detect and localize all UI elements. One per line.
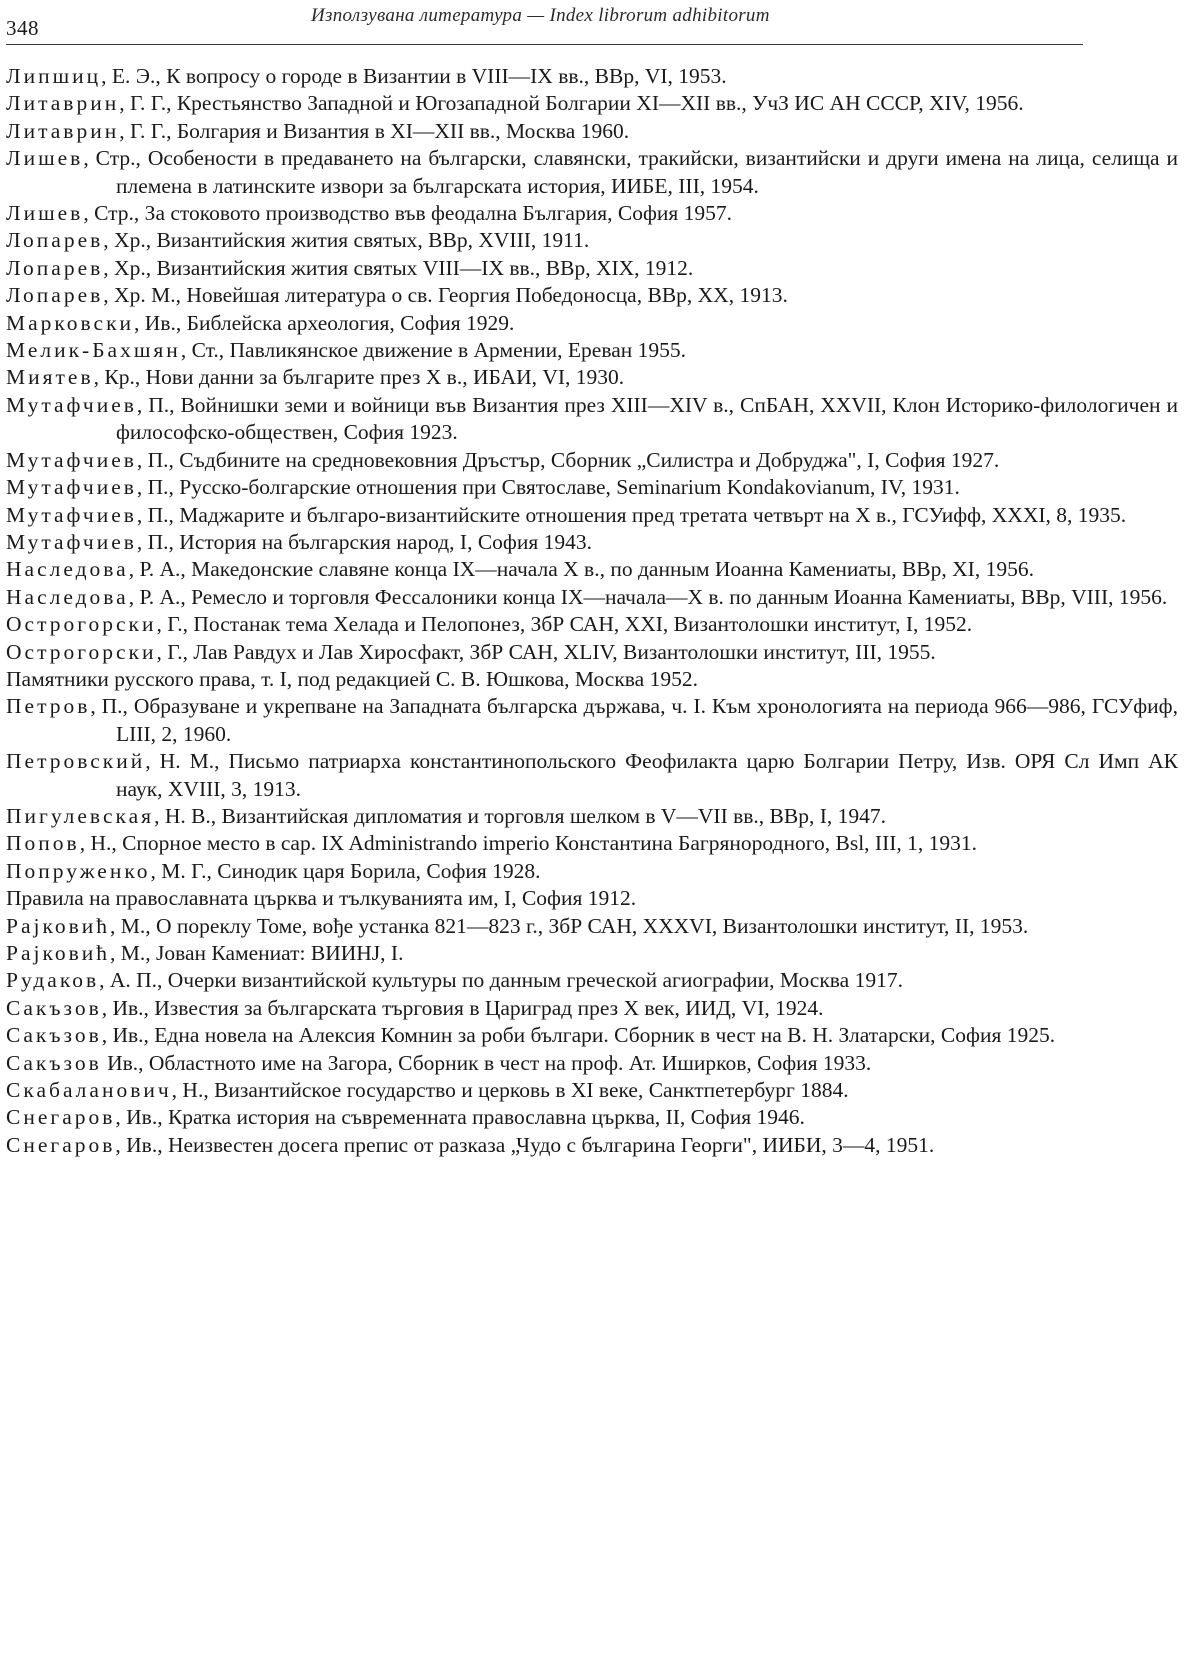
entry-author: Снегаров <box>6 1132 116 1157</box>
entry-author: Лишев <box>6 146 84 171</box>
bibliography-entry <box>6 830 1178 857</box>
entry-text: , Н. В., Византийская дипломатия и торговля шелком в V—VII вв., ВВр, I, 1947. <box>154 803 887 828</box>
bibliography-entry <box>6 255 1178 282</box>
bibliography-entry <box>6 200 1178 227</box>
bibliography-entry <box>6 1022 1178 1049</box>
entry-author: Попруженко <box>6 858 151 883</box>
bibliography-entry <box>6 282 1178 309</box>
entry-text: , П., История на българския народ, I, София 1943. <box>136 529 592 554</box>
entry-text: , Стр., За стоковото производство във феодална България, София 1957. <box>83 201 733 226</box>
entry-text: , М. Г., Синодик царя Борила, София 1928. <box>150 858 541 883</box>
entry-author: Лопарев <box>6 283 104 308</box>
entry-author: Снегаров <box>6 1105 116 1130</box>
bibliography-entry <box>6 145 1178 200</box>
bibliography-entry <box>6 611 1178 638</box>
entry-text: , П., Маджарите и българо-византийските отношения пред третата четвърт на X в., ГСУифф, XXXI, 8, 1935. <box>136 502 1127 527</box>
bibliography-entry <box>6 885 1178 912</box>
entry-author: Наследова <box>6 557 129 582</box>
bibliography-list <box>6 63 1178 1159</box>
entry-text: , Н., Византийское государство и церковь в XI веке, Санктпетербург 1884. <box>171 1078 849 1103</box>
bibliography-entry <box>6 1077 1178 1104</box>
entry-author: Сакъзов <box>6 1023 102 1048</box>
entry-text: , Хр., Византийския жития святых, ВВр, XVIII, 1911. <box>103 228 590 253</box>
entry-text: , П., Войнишки земи и войници във Византия през XIII—XIV в., СпБАН, XXVII, Клон Историко-филологичен и философско-обществен, София 1923. <box>116 392 1178 445</box>
entry-author: Литаврин <box>6 91 120 116</box>
running-title: Използувана литература — Index librorum adhibitorum <box>311 5 770 26</box>
entry-author: Мелик-Бахшян <box>6 338 181 363</box>
entry-author: Лопарев <box>6 255 104 280</box>
entry-author: Острогорски <box>6 612 157 637</box>
bibliography-entry <box>6 803 1178 830</box>
entry-text: Памятники русского права, т. I, под редакцией С. В. Юшкова, Москва 1952. <box>6 666 698 691</box>
entry-text: Ив., Областното име на Загора, Сборник в чест на проф. Ат. Иширков, София 1933. <box>101 1050 872 1075</box>
bibliography-entry <box>6 90 1178 117</box>
bibliography-entry <box>6 118 1178 145</box>
page-number: 348 <box>6 16 39 40</box>
bibliography-entry <box>6 447 1178 474</box>
bibliography-entry <box>6 995 1178 1022</box>
entry-text: , Ив., Кратка история на съвременната православна църква, II, София 1946. <box>115 1105 805 1130</box>
entry-author: Рајковић <box>6 941 110 965</box>
bibliography-entry <box>6 913 1178 940</box>
entry-author: Пигулевская <box>6 803 155 828</box>
entry-text: , П., Образуване и укрепване на Западната българска държава, ч. I. Към хронологията на периода 966—986, ГСУфиф, LIII, 2, 1960. <box>90 694 1178 746</box>
page-header <box>6 0 1083 45</box>
bibliography-entry <box>6 1132 1178 1159</box>
entry-text: , Р. А., Ремесло и торговля Фессалоники конца IX—начала—X в. по данным Иоанна Камениаты, ВВр, VIII, 1956. <box>128 584 1168 609</box>
bibliography-entry <box>6 967 1178 994</box>
entry-text: , Г., Лав Равдух и Лав Хиросфакт, ЗбР САН, XLIV, Византолошки институт, III, 1955. <box>156 639 936 664</box>
entry-author: Мутафчиев <box>6 502 137 527</box>
bibliography-entry <box>6 1104 1178 1131</box>
entry-text: , Е. Э., К вопросу о городе в Византии в VIII—IX вв., ВВр, VI, 1953. <box>101 64 727 88</box>
entry-text: , Г. Г., Болгария и Византия в XI—XII вв., Москва 1960. <box>119 118 630 143</box>
bibliography-entry <box>6 529 1178 556</box>
bibliography-entry <box>6 1050 1178 1077</box>
entry-author: Наследова <box>6 584 129 609</box>
bibliography-entry <box>6 940 1178 967</box>
entry-author: Мутафчиев <box>6 447 137 472</box>
entry-text: , Г., Постанак тема Хелада и Пелопонез, ЗбР САН, XXI, Византолошки институт, I, 1952. <box>156 612 973 637</box>
bibliography-entry <box>6 310 1178 337</box>
bibliography-entry <box>6 474 1178 501</box>
entry-text: , М., Јован Камениат: ВИИНЈ, I. <box>110 941 404 965</box>
entry-author: Петров <box>6 694 91 719</box>
entry-author: Лишев <box>6 201 84 226</box>
entry-author: Сакъзов <box>6 995 102 1020</box>
entry-text: Правила на православната църква и тълкуванията им, I, София 1912. <box>6 886 637 911</box>
entry-author: Мутафчиев <box>6 529 137 554</box>
bibliography-entry <box>6 666 1178 693</box>
entry-text: , Кр., Нови данни за българите през X в., ИБАИ, VI, 1930. <box>93 365 625 390</box>
bibliography-entry <box>6 748 1178 803</box>
entry-text: , Ст., Павликянское движение в Армении, Ереван 1955. <box>180 338 686 363</box>
bibliography-entry <box>6 337 1178 364</box>
entry-author: Литаврин <box>6 118 120 143</box>
entry-author: Миятев <box>6 365 94 390</box>
entry-text: , Ив., Една новела на Алексия Комнин за роби българи. Сборник в чест на В. Н. Златарски, София 1925. <box>101 1023 1056 1048</box>
entry-text: , Хр., Византийския жития святых VIII—IX вв., ВВр, XIX, 1912. <box>103 255 694 280</box>
bibliography-entry <box>6 639 1178 666</box>
entry-author: Петровский <box>6 749 146 774</box>
bibliography-entry <box>6 364 1178 391</box>
entry-author: Попов <box>6 831 80 856</box>
bibliography-entry <box>6 502 1178 529</box>
entry-text: , Н. М., Письмо патриарха константинопольского Феофилакта царю Болгарии Петру, Изв. ОРЯ Сл Имп АК наук, XVIII, 3, 1913. <box>116 749 1178 801</box>
entry-text: , Ив., Библейска археология, София 1929. <box>134 310 515 335</box>
entry-text: , Р. А., Македонские славяне конца IX—начала X в., по данным Иоанна Камениаты, ВВр, XI, 1956. <box>128 557 1034 582</box>
entry-text: , Н., Спорное место в cap. IX Administrando imperio Константина Багрянородного, Bsl, III, 1, 1931. <box>79 831 978 856</box>
entry-author: Рудаков <box>6 968 100 993</box>
entry-text: , А. П., Очерки византийской культуры по данным греческой агиографии, Москва 1917. <box>99 968 903 993</box>
entry-author: Сакъзов <box>6 1050 102 1075</box>
bibliography-entry <box>6 858 1178 885</box>
entry-author: Острогорски <box>6 639 157 664</box>
entry-text: , Ив., Известия за българската търговия в Цариград през X век, ИИД, VI, 1924. <box>101 995 824 1020</box>
bibliography-entry <box>6 227 1178 254</box>
entry-author: Липшиц <box>6 64 102 88</box>
entry-text: , Г. Г., Крестьянство Западной и Югозападной Болгарии XI—XII вв., УчЗ ИС АН СССР, XIV, 1956. <box>119 91 1024 116</box>
entry-text: , Ив., Неизвестен досега препис от разказа „Чудо с българина Георги", ИИБИ, 3—4, 1951. <box>115 1132 935 1157</box>
entry-author: Лопарев <box>6 228 104 253</box>
entry-text: , М., О пореклу Томе, вође устанка 821—823 г., ЗбР САН, XXXVI, Византолошки институт, II, 1953. <box>110 913 1029 938</box>
bibliography-entry <box>6 392 1178 447</box>
entry-text: , П., Русско-болгарские отношения при Святославе, Seminarium Kondakovianum, IV, 1931. <box>136 475 960 500</box>
entry-author: Рајковић <box>6 913 110 938</box>
entry-author: Скабаланович <box>6 1078 172 1103</box>
entry-text: , Хр. М., Новейшая литература о св. Георгия Победоносца, ВВр, XX, 1913. <box>103 283 788 308</box>
entry-text: , Стр., Особености в предаването на български, славянски, тракийски, византийски и други имена на лица, селища и племена в латинските извори за българската история, ИИБЕ, III, 1954. <box>83 146 1178 198</box>
bibliography-entry <box>6 556 1178 583</box>
bibliography-entry <box>6 584 1178 611</box>
bibliography-entry <box>6 63 1178 90</box>
entry-author: Мутафчиев <box>6 475 137 500</box>
entry-text: , П., Съдбините на средновековния Дръстър, Сборник „Силистра и Добруджа", I, София 1927. <box>136 447 1000 472</box>
entry-author: Мутафчиев <box>6 392 137 417</box>
entry-author: Марковски <box>6 310 135 335</box>
bibliography-entry <box>6 693 1178 748</box>
